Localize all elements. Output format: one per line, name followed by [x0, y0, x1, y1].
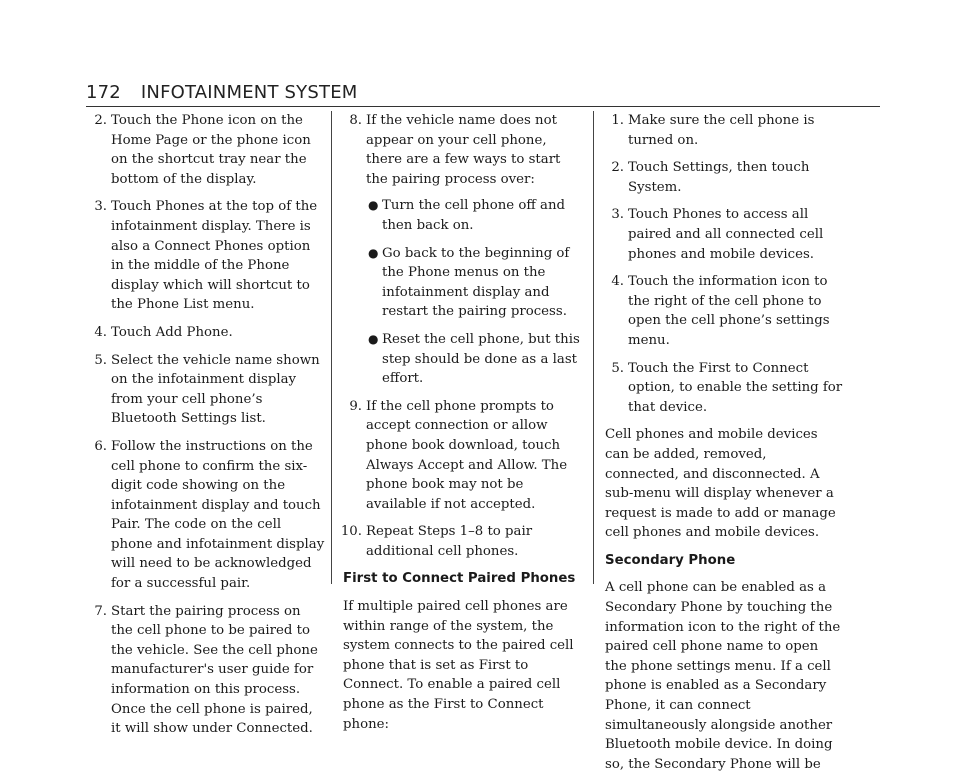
bullet-item: ● Reset the cell phone, but this step should be done as a last effort. [368, 331, 580, 387]
pairing-steps-list-continued [340, 111, 581, 561]
body-paragraph: A cell phone can be enabled as a Secondary Phone by touching the information icon to the right of the paired cell phone name to open the phone settings menu. If a cell phone is enabled as a Secondary Phone, it can connect simultaneously alongside another Bluetooth mobile device. In doing so, the Secondary Phone will be [605, 580, 841, 772]
column-divider [593, 111, 594, 584]
list-item: 8. If the vehicle name does not appear on your cell phone, there are a few ways to start the pairing process over: ● Turn the cell phone off and then back on. ● Go back to the beginning of the Phone menus on the infotainment display and restart the pairing process. ● Reset the cell phone, but this step should be done as a last effort. [343, 111, 581, 389]
column-1 [88, 111, 326, 747]
section-heading: Secondary Phone [605, 552, 736, 568]
body-paragraph: If multiple paired cell phones are within range of the system, the system connects to the paired cell phone that is set as First to Connect. To enable a paired cell phone as the First to Connect phone: [343, 599, 574, 732]
list-item: 4. Touch Add Phone. [94, 324, 233, 340]
list-item: 1. Make sure the cell phone is turned on. [611, 113, 815, 148]
bullet-icon: ● [368, 198, 379, 213]
bullet-item: ● Go back to the beginning of the Phone menus on the infotainment display and restart the pairing process. [368, 245, 570, 320]
page-number: 172 [86, 82, 121, 103]
column-divider [331, 111, 332, 584]
list-item: 5. Select the vehicle name shown on the infotainment display from your cell phone’s Bluetooth Settings list. [94, 352, 320, 427]
list-item: 3. Touch Phones at the top of the infotainment display. There is also a Connect Phones option in the middle of the Phone display which will shortcut to the Phone List menu. [94, 199, 318, 313]
page-header [86, 82, 358, 103]
list-item: 4. Touch the information icon to the right of the cell phone to open the cell phone’s settings menu. [611, 274, 830, 348]
bullet-list [366, 196, 581, 388]
first-to-connect-steps-list [605, 111, 843, 417]
list-item: 10. Repeat Steps 1–8 to pair additional cell phones. [340, 524, 533, 559]
bullet-icon: ● [368, 245, 379, 260]
body-paragraph: Cell phones and mobile devices can be added, removed, connected, and disconnected. A sub-menu will display whenever a request is made to add or manage cell phones and mobile devices. [605, 427, 836, 541]
list-item: 2. Touch the Phone icon on the Home Page or the phone icon on the shortcut tray near the bottom of the display. [94, 113, 311, 187]
pairing-steps-list [88, 111, 326, 739]
section-heading: First to Connect Paired Phones [343, 571, 576, 587]
bullet-icon: ● [368, 331, 379, 346]
header-divider [86, 106, 880, 107]
list-item: 7. Start the pairing process on the cell phone to be paired to the vehicle. See the cell phone manufacturer's user guide for information on this process. Once the cell phone is paired, it will show under Connected. [94, 603, 318, 737]
list-item: 3. Touch Phones to access all paired and all connected cell phones and mobile devices. [611, 207, 824, 262]
list-item: 2. Touch Settings, then touch System. [611, 160, 810, 195]
bullet-item: ● Turn the cell phone off and then back on. [368, 198, 566, 233]
column-3 [605, 111, 843, 782]
list-item: 9. If the cell phone prompts to accept connection or allow phone book download, touch Always Accept and Allow. The phone book may not be available if not accepted. [349, 398, 568, 512]
section-title: INFOTAINMENT SYSTEM [140, 82, 358, 103]
column-2 [340, 111, 581, 742]
list-item: 5. Touch the First to Connect option, to enable the setting for that device. [611, 360, 843, 415]
list-item: 6. Follow the instructions on the cell phone to confirm the six-digit code showing on the infotainment display and touch Pair. The code on the cell phone and infotainment display will need to be acknowledged for a successful pair. [94, 438, 325, 592]
